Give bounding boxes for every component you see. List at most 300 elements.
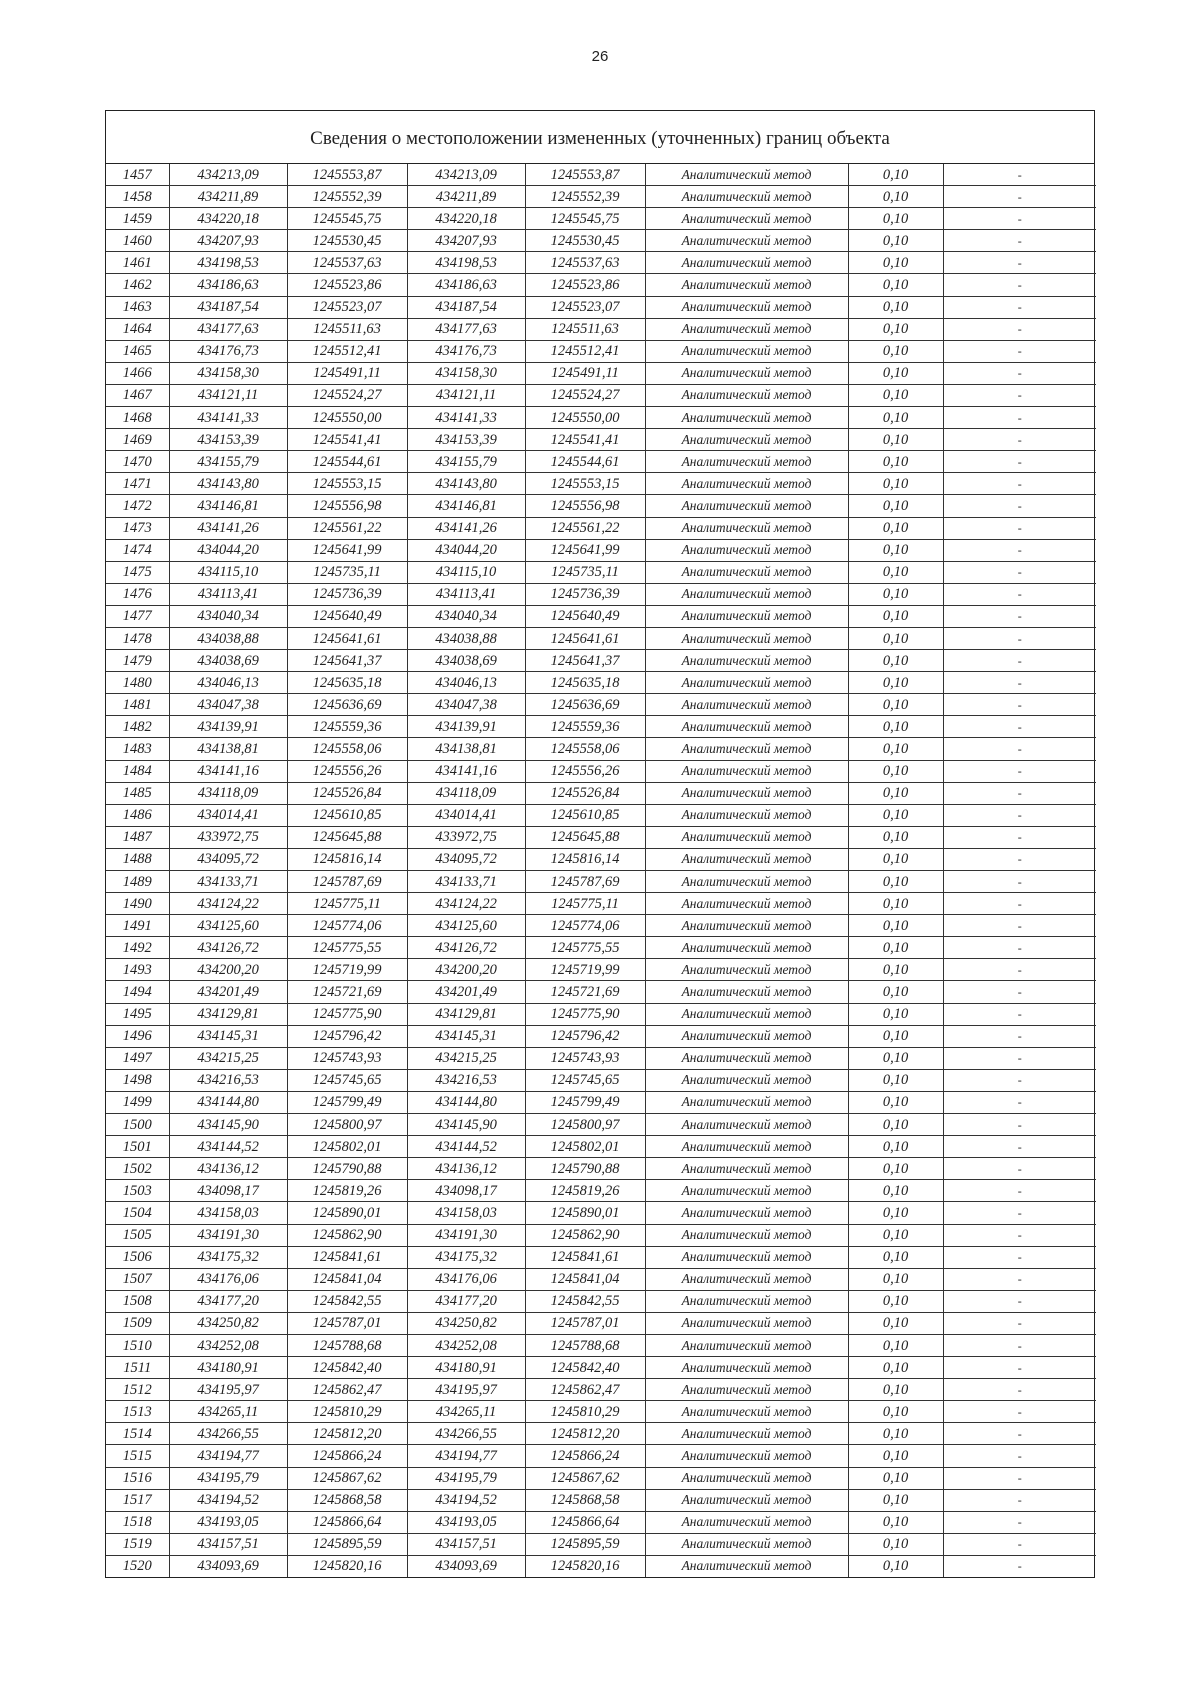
cell-x-new: 434195,79 — [407, 1467, 525, 1489]
cell-description: - — [943, 1555, 1096, 1577]
cell-point-number: 1458 — [106, 186, 169, 208]
cell-point-number: 1475 — [106, 561, 169, 583]
table-row — [106, 164, 1096, 186]
cell-description: - — [943, 1136, 1096, 1158]
cell-x-old: 434129,81 — [169, 1003, 287, 1025]
cell-point-number: 1476 — [106, 583, 169, 605]
cell-description: - — [943, 340, 1096, 362]
cell-x-old: 434207,93 — [169, 230, 287, 252]
cell-description: - — [943, 981, 1096, 1003]
cell-y-new: 1245787,69 — [525, 871, 645, 893]
table-row — [106, 495, 1096, 517]
cell-y-old: 1245640,49 — [287, 605, 407, 627]
cell-description: - — [943, 1511, 1096, 1533]
cell-y-new: 1245553,15 — [525, 473, 645, 495]
cell-point-number: 1499 — [106, 1091, 169, 1113]
table-row — [106, 782, 1096, 804]
cell-accuracy: 0,10 — [848, 230, 943, 252]
cell-description: - — [943, 959, 1096, 981]
cell-point-number: 1508 — [106, 1290, 169, 1312]
cell-y-new: 1245558,06 — [525, 738, 645, 760]
cell-accuracy: 0,10 — [848, 1290, 943, 1312]
cell-x-new: 434118,09 — [407, 782, 525, 804]
cell-accuracy: 0,10 — [848, 451, 943, 473]
cell-method: Аналитический метод — [645, 1003, 848, 1025]
page-number: 26 — [591, 48, 609, 65]
table-row — [106, 561, 1096, 583]
cell-point-number: 1484 — [106, 760, 169, 782]
cell-point-number: 1494 — [106, 981, 169, 1003]
cell-x-old: 434040,34 — [169, 605, 287, 627]
cell-y-new: 1245530,45 — [525, 230, 645, 252]
cell-y-new: 1245544,61 — [525, 451, 645, 473]
cell-y-old: 1245556,98 — [287, 495, 407, 517]
cell-method: Аналитический метод — [645, 1467, 848, 1489]
cell-y-old: 1245524,27 — [287, 384, 407, 406]
cell-y-old: 1245810,29 — [287, 1401, 407, 1423]
cell-x-old: 434124,22 — [169, 893, 287, 915]
cell-point-number: 1493 — [106, 959, 169, 981]
coordinates-table — [106, 164, 1096, 1577]
cell-y-new: 1245867,62 — [525, 1467, 645, 1489]
cell-accuracy: 0,10 — [848, 937, 943, 959]
cell-point-number: 1518 — [106, 1511, 169, 1533]
cell-x-new: 434213,09 — [407, 164, 525, 186]
cell-x-new: 434095,72 — [407, 848, 525, 870]
cell-y-new: 1245810,29 — [525, 1401, 645, 1423]
cell-method: Аналитический метод — [645, 1091, 848, 1113]
cell-description: - — [943, 164, 1096, 186]
table-row — [106, 937, 1096, 959]
cell-method: Аналитический метод — [645, 1357, 848, 1379]
cell-method: Аналитический метод — [645, 848, 848, 870]
cell-x-new: 434144,80 — [407, 1091, 525, 1113]
cell-x-old: 434047,38 — [169, 694, 287, 716]
cell-x-new: 434139,91 — [407, 716, 525, 738]
cell-point-number: 1510 — [106, 1334, 169, 1356]
cell-y-new: 1245636,69 — [525, 694, 645, 716]
table-row — [106, 252, 1096, 274]
cell-x-new: 434141,16 — [407, 760, 525, 782]
cell-method: Аналитический метод — [645, 1511, 848, 1533]
cell-y-new: 1245721,69 — [525, 981, 645, 1003]
cell-x-new: 434187,54 — [407, 296, 525, 318]
cell-x-new: 434038,69 — [407, 650, 525, 672]
cell-x-old: 434158,03 — [169, 1202, 287, 1224]
cell-x-old: 434211,89 — [169, 186, 287, 208]
cell-point-number: 1471 — [106, 473, 169, 495]
cell-y-old: 1245550,00 — [287, 407, 407, 429]
cell-x-new: 434145,90 — [407, 1114, 525, 1136]
cell-point-number: 1491 — [106, 915, 169, 937]
cell-method: Аналитический метод — [645, 627, 848, 649]
cell-y-new: 1245641,99 — [525, 539, 645, 561]
cell-method: Аналитический метод — [645, 1445, 848, 1467]
cell-method: Аналитический метод — [645, 1047, 848, 1069]
cell-point-number: 1467 — [106, 384, 169, 406]
cell-y-new: 1245545,75 — [525, 208, 645, 230]
cell-accuracy: 0,10 — [848, 1334, 943, 1356]
cell-method: Аналитический метод — [645, 230, 848, 252]
cell-accuracy: 0,10 — [848, 1533, 943, 1555]
table-row — [106, 1533, 1096, 1555]
table-row — [106, 517, 1096, 539]
cell-y-new: 1245552,39 — [525, 186, 645, 208]
cell-y-new: 1245526,84 — [525, 782, 645, 804]
cell-point-number: 1500 — [106, 1114, 169, 1136]
cell-method: Аналитический метод — [645, 782, 848, 804]
cell-y-new: 1245537,63 — [525, 252, 645, 274]
table-row — [106, 1047, 1096, 1069]
cell-x-new: 434144,52 — [407, 1136, 525, 1158]
cell-accuracy: 0,10 — [848, 1423, 943, 1445]
cell-x-new: 434093,69 — [407, 1555, 525, 1577]
cell-y-old: 1245796,42 — [287, 1025, 407, 1047]
cell-x-new: 434158,03 — [407, 1202, 525, 1224]
cell-x-old: 434194,77 — [169, 1445, 287, 1467]
cell-y-new: 1245802,01 — [525, 1136, 645, 1158]
cell-x-old: 434141,16 — [169, 760, 287, 782]
cell-x-old: 434153,39 — [169, 429, 287, 451]
cell-accuracy: 0,10 — [848, 627, 943, 649]
cell-description: - — [943, 252, 1096, 274]
cell-point-number: 1489 — [106, 871, 169, 893]
cell-accuracy: 0,10 — [848, 1091, 943, 1113]
cell-accuracy: 0,10 — [848, 252, 943, 274]
cell-y-new: 1245524,27 — [525, 384, 645, 406]
cell-x-old: 434038,88 — [169, 627, 287, 649]
cell-accuracy: 0,10 — [848, 517, 943, 539]
table-row — [106, 915, 1096, 937]
cell-description: - — [943, 384, 1096, 406]
cell-y-new: 1245842,40 — [525, 1357, 645, 1379]
cell-x-old: 434095,72 — [169, 848, 287, 870]
table-row — [106, 274, 1096, 296]
cell-method: Аналитический метод — [645, 340, 848, 362]
cell-point-number: 1503 — [106, 1180, 169, 1202]
cell-point-number: 1497 — [106, 1047, 169, 1069]
cell-method: Аналитический метод — [645, 1334, 848, 1356]
table-row — [106, 871, 1096, 893]
cell-x-old: 434175,32 — [169, 1246, 287, 1268]
cell-point-number: 1462 — [106, 274, 169, 296]
cell-x-new: 434136,12 — [407, 1158, 525, 1180]
table-row — [106, 1445, 1096, 1467]
cell-description: - — [943, 738, 1096, 760]
cell-y-old: 1245553,15 — [287, 473, 407, 495]
cell-x-old: 434186,63 — [169, 274, 287, 296]
cell-method: Аналитический метод — [645, 716, 848, 738]
table-row — [106, 1555, 1096, 1577]
cell-y-old: 1245719,99 — [287, 959, 407, 981]
table-row — [106, 451, 1096, 473]
cell-description: - — [943, 473, 1096, 495]
table-title: Сведения о местоположении измененных (уточненных) границ объекта — [106, 111, 1094, 164]
cell-x-new: 434141,33 — [407, 407, 525, 429]
cell-method: Аналитический метод — [645, 186, 848, 208]
cell-x-old: 434213,09 — [169, 164, 287, 186]
cell-x-new: 434158,30 — [407, 362, 525, 384]
table-row — [106, 672, 1096, 694]
table-row — [106, 1158, 1096, 1180]
cell-y-old: 1245537,63 — [287, 252, 407, 274]
cell-description: - — [943, 230, 1096, 252]
cell-y-new: 1245799,49 — [525, 1091, 645, 1113]
cell-accuracy: 0,10 — [848, 318, 943, 340]
cell-x-old: 434146,81 — [169, 495, 287, 517]
table-row — [106, 1202, 1096, 1224]
table-row — [106, 1003, 1096, 1025]
cell-description: - — [943, 1224, 1096, 1246]
cell-method: Аналитический метод — [645, 937, 848, 959]
table-row — [106, 959, 1096, 981]
cell-accuracy: 0,10 — [848, 186, 943, 208]
cell-y-old: 1245512,41 — [287, 340, 407, 362]
cell-y-new: 1245812,20 — [525, 1423, 645, 1445]
cell-description: - — [943, 1290, 1096, 1312]
cell-x-old: 434098,17 — [169, 1180, 287, 1202]
cell-y-old: 1245895,59 — [287, 1533, 407, 1555]
table-row — [106, 1180, 1096, 1202]
table-row — [106, 318, 1096, 340]
cell-accuracy: 0,10 — [848, 1445, 943, 1467]
table-row — [106, 1224, 1096, 1246]
cell-y-old: 1245868,58 — [287, 1489, 407, 1511]
cell-y-new: 1245743,93 — [525, 1047, 645, 1069]
cell-description: - — [943, 672, 1096, 694]
cell-point-number: 1515 — [106, 1445, 169, 1467]
cell-method: Аналитический метод — [645, 1114, 848, 1136]
cell-point-number: 1517 — [106, 1489, 169, 1511]
cell-x-new: 434195,97 — [407, 1379, 525, 1401]
cell-point-number: 1519 — [106, 1533, 169, 1555]
cell-x-old: 434200,20 — [169, 959, 287, 981]
cell-y-new: 1245775,11 — [525, 893, 645, 915]
cell-x-new: 434133,71 — [407, 871, 525, 893]
cell-description: - — [943, 893, 1096, 915]
cell-accuracy: 0,10 — [848, 1555, 943, 1577]
cell-x-new: 434266,55 — [407, 1423, 525, 1445]
table-row — [106, 893, 1096, 915]
cell-description: - — [943, 605, 1096, 627]
cell-method: Аналитический метод — [645, 164, 848, 186]
cell-y-old: 1245820,16 — [287, 1555, 407, 1577]
table-row — [106, 760, 1096, 782]
cell-point-number: 1470 — [106, 451, 169, 473]
cell-y-old: 1245556,26 — [287, 760, 407, 782]
cell-point-number: 1474 — [106, 539, 169, 561]
cell-method: Аналитический метод — [645, 672, 848, 694]
cell-description: - — [943, 407, 1096, 429]
cell-method: Аналитический метод — [645, 738, 848, 760]
cell-x-old: 434198,53 — [169, 252, 287, 274]
cell-method: Аналитический метод — [645, 407, 848, 429]
cell-description: - — [943, 1357, 1096, 1379]
cell-method: Аналитический метод — [645, 605, 848, 627]
cell-description: - — [943, 937, 1096, 959]
cell-x-old: 434144,80 — [169, 1091, 287, 1113]
cell-x-new: 433972,75 — [407, 826, 525, 848]
cell-x-new: 434194,77 — [407, 1445, 525, 1467]
cell-method: Аналитический метод — [645, 208, 848, 230]
table-row — [106, 716, 1096, 738]
cell-y-new: 1245719,99 — [525, 959, 645, 981]
cell-y-old: 1245790,88 — [287, 1158, 407, 1180]
cell-x-new: 434126,72 — [407, 937, 525, 959]
cell-point-number: 1502 — [106, 1158, 169, 1180]
cell-y-old: 1245866,24 — [287, 1445, 407, 1467]
cell-x-new: 434186,63 — [407, 274, 525, 296]
cell-x-old: 434138,81 — [169, 738, 287, 760]
cell-x-old: 434145,90 — [169, 1114, 287, 1136]
cell-x-old: 434115,10 — [169, 561, 287, 583]
cell-accuracy: 0,10 — [848, 1224, 943, 1246]
cell-description: - — [943, 1379, 1096, 1401]
cell-y-old: 1245775,90 — [287, 1003, 407, 1025]
cell-y-new: 1245890,01 — [525, 1202, 645, 1224]
cell-y-new: 1245610,85 — [525, 804, 645, 826]
cell-accuracy: 0,10 — [848, 738, 943, 760]
cell-x-old: 434141,33 — [169, 407, 287, 429]
cell-accuracy: 0,10 — [848, 1114, 943, 1136]
cell-y-old: 1245788,68 — [287, 1334, 407, 1356]
cell-x-new: 434098,17 — [407, 1180, 525, 1202]
cell-x-new: 434014,41 — [407, 804, 525, 826]
cell-description: - — [943, 495, 1096, 517]
cell-x-new: 434121,11 — [407, 384, 525, 406]
cell-x-old: 434250,82 — [169, 1312, 287, 1334]
cell-method: Аналитический метод — [645, 429, 848, 451]
cell-description: - — [943, 429, 1096, 451]
table-row — [106, 1069, 1096, 1091]
table-row — [106, 539, 1096, 561]
cell-point-number: 1505 — [106, 1224, 169, 1246]
cell-method: Аналитический метод — [645, 1158, 848, 1180]
cell-y-old: 1245862,90 — [287, 1224, 407, 1246]
cell-method: Аналитический метод — [645, 1268, 848, 1290]
cell-point-number: 1481 — [106, 694, 169, 716]
cell-y-new: 1245820,16 — [525, 1555, 645, 1577]
cell-x-old: 434180,91 — [169, 1357, 287, 1379]
cell-method: Аналитический метод — [645, 915, 848, 937]
cell-point-number: 1461 — [106, 252, 169, 274]
table-row — [106, 583, 1096, 605]
cell-x-new: 434250,82 — [407, 1312, 525, 1334]
cell-x-new: 434201,49 — [407, 981, 525, 1003]
cell-method: Аналитический метод — [645, 274, 848, 296]
cell-x-old: 434144,52 — [169, 1136, 287, 1158]
cell-x-new: 434047,38 — [407, 694, 525, 716]
cell-x-old: 434136,12 — [169, 1158, 287, 1180]
cell-method: Аналитический метод — [645, 871, 848, 893]
table-row — [106, 848, 1096, 870]
cell-point-number: 1466 — [106, 362, 169, 384]
cell-method: Аналитический метод — [645, 1025, 848, 1047]
cell-y-new: 1245559,36 — [525, 716, 645, 738]
cell-accuracy: 0,10 — [848, 539, 943, 561]
cell-x-old: 434121,11 — [169, 384, 287, 406]
table-row — [106, 1136, 1096, 1158]
cell-accuracy: 0,10 — [848, 893, 943, 915]
cell-method: Аналитический метод — [645, 760, 848, 782]
cell-x-old: 434014,41 — [169, 804, 287, 826]
cell-accuracy: 0,10 — [848, 1379, 943, 1401]
cell-y-old: 1245559,36 — [287, 716, 407, 738]
cell-point-number: 1472 — [106, 495, 169, 517]
cell-y-new: 1245556,98 — [525, 495, 645, 517]
cell-y-new: 1245511,63 — [525, 318, 645, 340]
cell-method: Аналитический метод — [645, 1246, 848, 1268]
cell-accuracy: 0,10 — [848, 959, 943, 981]
cell-accuracy: 0,10 — [848, 915, 943, 937]
table-row — [106, 1489, 1096, 1511]
cell-x-old: 434191,30 — [169, 1224, 287, 1246]
cell-x-new: 434145,31 — [407, 1025, 525, 1047]
table-row — [106, 1091, 1096, 1113]
table-row — [106, 605, 1096, 627]
cell-y-new: 1245862,47 — [525, 1379, 645, 1401]
cell-point-number: 1465 — [106, 340, 169, 362]
cell-y-new: 1245787,01 — [525, 1312, 645, 1334]
cell-x-new: 434155,79 — [407, 451, 525, 473]
table-row — [106, 826, 1096, 848]
cell-method: Аналитический метод — [645, 1136, 848, 1158]
cell-x-new: 434194,52 — [407, 1489, 525, 1511]
cell-method: Аналитический метод — [645, 1489, 848, 1511]
cell-y-old: 1245890,01 — [287, 1202, 407, 1224]
cell-x-new: 434200,20 — [407, 959, 525, 981]
table-row — [106, 1379, 1096, 1401]
cell-x-new: 434129,81 — [407, 1003, 525, 1025]
cell-point-number: 1457 — [106, 164, 169, 186]
cell-method: Аналитический метод — [645, 451, 848, 473]
cell-y-new: 1245645,88 — [525, 826, 645, 848]
table-row — [106, 650, 1096, 672]
cell-y-old: 1245526,84 — [287, 782, 407, 804]
cell-y-old: 1245816,14 — [287, 848, 407, 870]
cell-description: - — [943, 1003, 1096, 1025]
cell-description: - — [943, 826, 1096, 848]
cell-accuracy: 0,10 — [848, 384, 943, 406]
table-row — [106, 1401, 1096, 1423]
cell-method: Аналитический метод — [645, 804, 848, 826]
cell-description: - — [943, 296, 1096, 318]
cell-y-old: 1245641,61 — [287, 627, 407, 649]
cell-point-number: 1504 — [106, 1202, 169, 1224]
table-row — [106, 362, 1096, 384]
cell-accuracy: 0,10 — [848, 716, 943, 738]
cell-y-old: 1245511,63 — [287, 318, 407, 340]
cell-point-number: 1495 — [106, 1003, 169, 1025]
cell-y-new: 1245550,00 — [525, 407, 645, 429]
cell-x-new: 434220,18 — [407, 208, 525, 230]
cell-accuracy: 0,10 — [848, 1357, 943, 1379]
cell-method: Аналитический метод — [645, 1202, 848, 1224]
cell-x-old: 434201,49 — [169, 981, 287, 1003]
cell-description: - — [943, 1401, 1096, 1423]
cell-x-new: 434176,73 — [407, 340, 525, 362]
cell-y-new: 1245862,90 — [525, 1224, 645, 1246]
cell-y-old: 1245867,62 — [287, 1467, 407, 1489]
coordinates-table-frame — [105, 110, 1095, 1578]
cell-point-number: 1459 — [106, 208, 169, 230]
cell-x-new: 434124,22 — [407, 893, 525, 915]
cell-y-new: 1245523,07 — [525, 296, 645, 318]
cell-accuracy: 0,10 — [848, 1489, 943, 1511]
cell-y-new: 1245866,24 — [525, 1445, 645, 1467]
cell-y-new: 1245745,65 — [525, 1069, 645, 1091]
cell-description: - — [943, 1091, 1096, 1113]
